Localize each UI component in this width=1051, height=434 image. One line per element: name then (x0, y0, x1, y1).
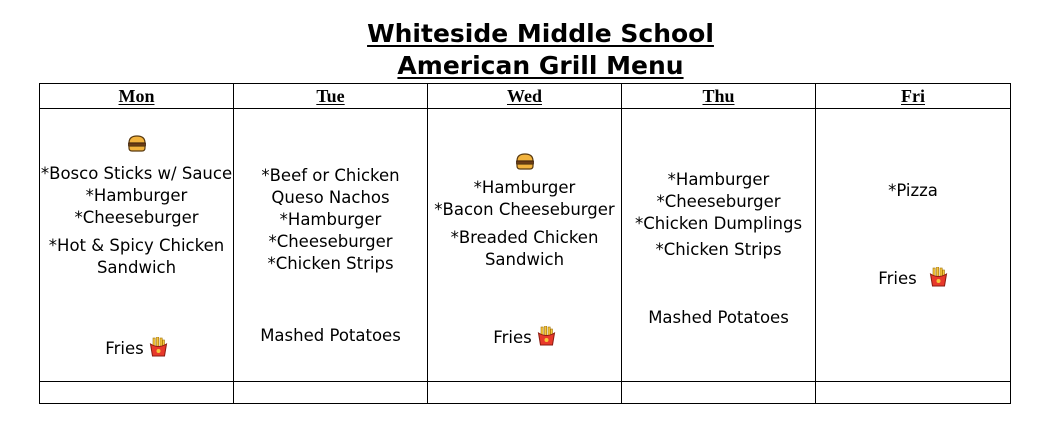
day-cell-thu (622, 109, 816, 382)
side-dish-label: Mashed Potatoes (648, 308, 789, 327)
day-header-mon: Mon (40, 84, 234, 109)
menu-items-row (40, 109, 1011, 382)
menu-name: American Grill Menu (397, 51, 684, 80)
footer-row (40, 382, 1011, 404)
menu-item-list (234, 165, 427, 275)
day-header-thu: Thu (622, 84, 816, 109)
fries-icon (149, 337, 168, 357)
weekly-menu-table (39, 83, 1011, 404)
menu-item: *Hamburger (473, 178, 576, 197)
day-header-tue: Tue (234, 84, 428, 109)
day-cell-wed (428, 109, 622, 382)
burger-icon (127, 135, 147, 153)
day-header-row (40, 84, 1011, 109)
fries-icon (537, 326, 556, 346)
menu-item: *Chicken Strips (655, 240, 782, 259)
side-dish-label: Fries (493, 328, 532, 347)
menu-item: *Beef or Chicken Queso Nachos (261, 166, 400, 207)
side-dish-label: Mashed Potatoes (260, 326, 401, 345)
side-dish-label: Fries (878, 269, 917, 288)
burger-icon (515, 153, 535, 171)
side-dish (40, 337, 233, 360)
footer-cell (40, 382, 234, 404)
menu-item-list (622, 169, 815, 261)
side-dish (428, 326, 621, 349)
menu-item: *Hamburger (667, 170, 770, 189)
menu-item: *Hamburger (85, 186, 188, 205)
school-name: Whiteside Middle School (367, 19, 714, 48)
menu-item-list (816, 180, 1010, 202)
side-dish-label: Fries (105, 339, 144, 358)
fries-icon (929, 267, 948, 287)
menu-item-list (428, 153, 621, 271)
footer-cell (428, 382, 622, 404)
day-cell-mon (40, 109, 234, 382)
day-cell-tue (234, 109, 428, 382)
day-header-fri: Fri (816, 84, 1011, 109)
side-dish (622, 307, 815, 329)
menu-item: *Hot & Spicy Chicken Sandwich (48, 236, 225, 277)
menu-item: *Cheeseburger (656, 192, 781, 211)
menu-item: *Hamburger (279, 210, 382, 229)
menu-item: *Chicken Strips (267, 254, 394, 273)
menu-item: *Bosco Sticks w/ Sauce (40, 164, 233, 183)
menu-item: *Cheeseburger (74, 208, 199, 227)
side-dish (816, 267, 1010, 290)
menu-title (0, 18, 1051, 82)
menu-item: *Cheeseburger (268, 232, 393, 251)
day-cell-fri (816, 109, 1011, 382)
footer-cell (234, 382, 428, 404)
footer-cell (622, 382, 816, 404)
menu-item: *Chicken Dumplings (634, 214, 803, 233)
menu-item: *Breaded Chicken Sandwich (450, 228, 599, 269)
menu-item: *Bacon Cheeseburger (434, 200, 615, 219)
menu-item: *Pizza (888, 181, 938, 200)
side-dish (234, 325, 427, 347)
footer-cell (816, 382, 1011, 404)
day-header-wed: Wed (428, 84, 622, 109)
menu-item-list (40, 135, 233, 279)
